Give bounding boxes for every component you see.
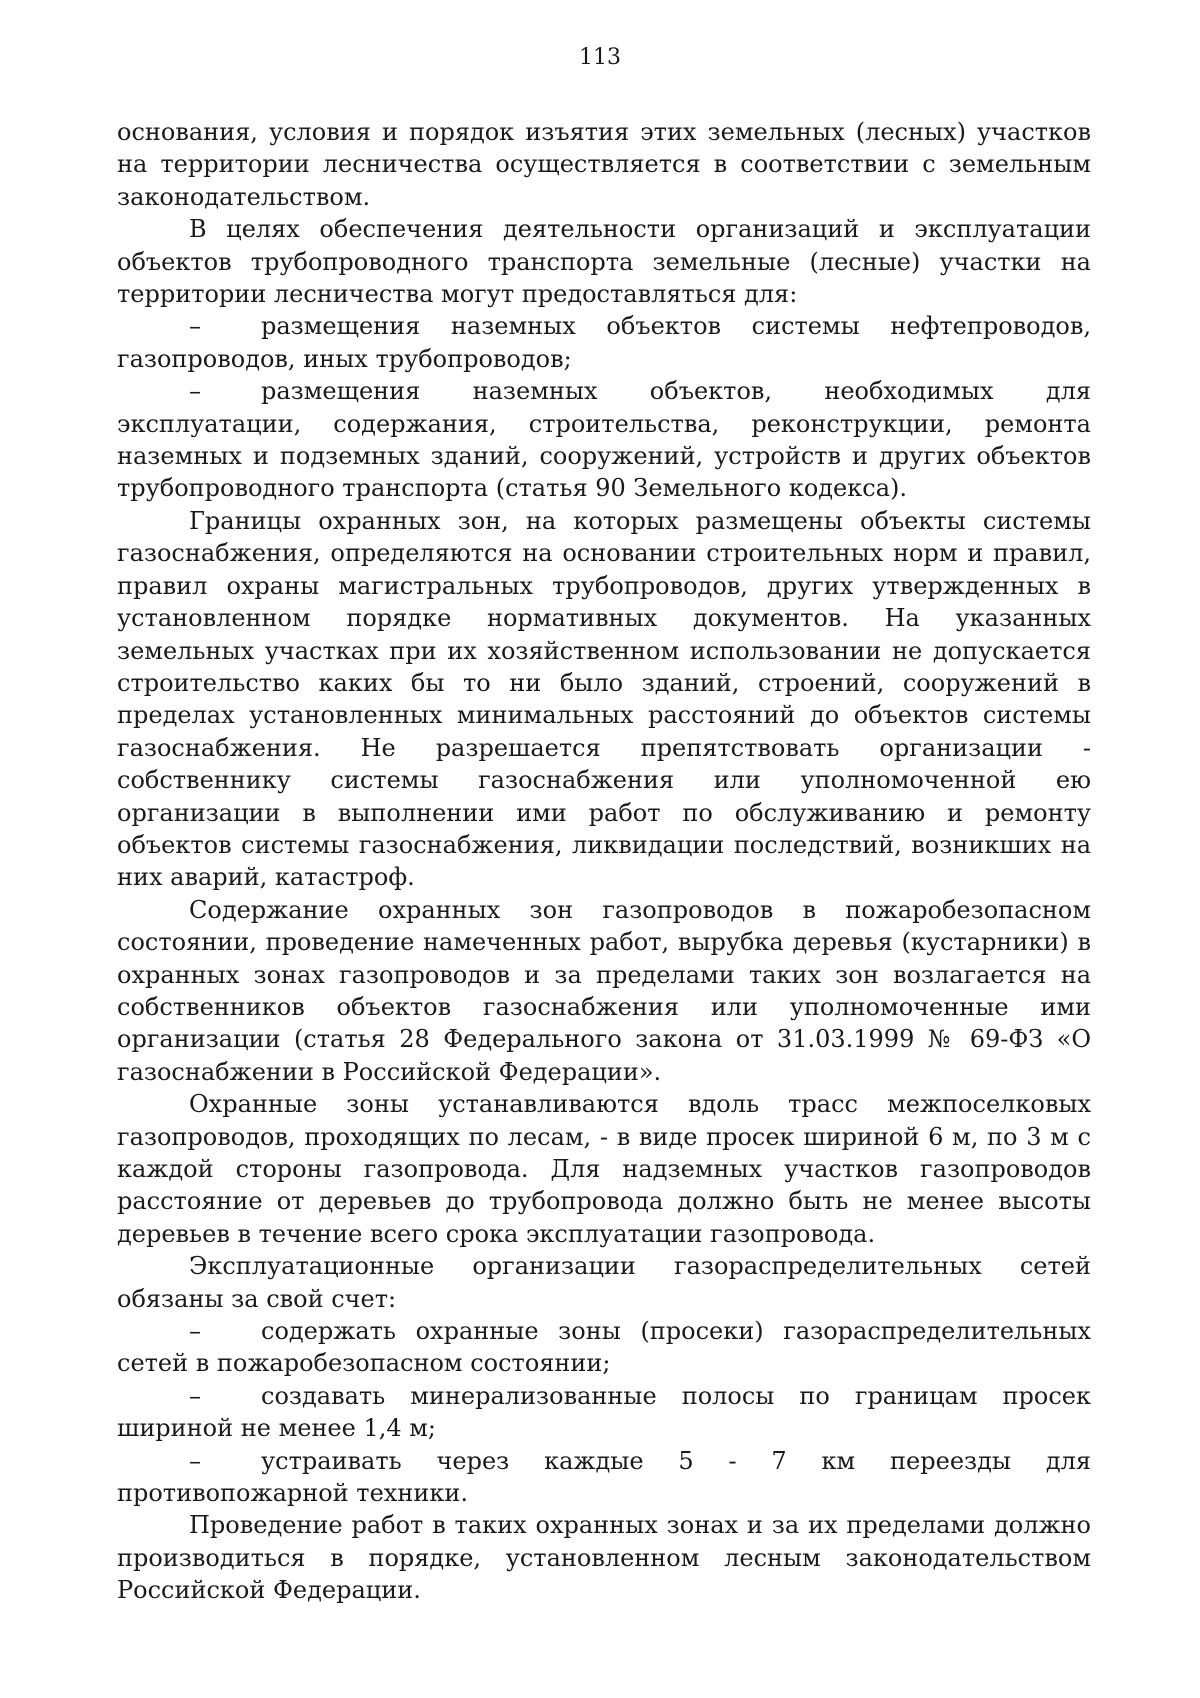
dash-marker: –: [189, 1446, 201, 1475]
dash-marker: –: [189, 1381, 201, 1410]
list-item-text: размещения наземных объектов, необходимых для эксплуатации, содержания, строительства, реконструкции, ремонта наземных и подземных зданий, сооружений, устройств и других объектов трубопроводного транспорта (статья 90 Земельного кодекса).: [117, 377, 1091, 503]
list-item: [117, 1380, 1091, 1445]
list-item: [117, 375, 1091, 505]
list-item: [117, 1445, 1091, 1510]
list-item-text: размещения наземных объектов системы нефтепроводов, газопроводов, иных трубопроводов;: [117, 312, 1091, 373]
paragraph: Содержание охранных зон газопроводов в пожаробезопасном состоянии, проведение намеченных работ, вырубка деревья (кустарники) в охранных зонах газопроводов и за пределами таких зон возлагается на собственников объектов газоснабжения или уполномоченные ими организации (статья 28 Федерального закона от 31.03.1999 № 69-ФЗ «О газоснабжении в Российской Федерации».: [117, 895, 1091, 1086]
dash-marker: –: [189, 1317, 201, 1346]
list-item-text: содержать охранные зоны (просеки) газораспределительных сетей в пожаробезопасном состоянии;: [117, 1317, 1091, 1378]
list-item-text: устраивать через каждые 5 - 7 км переезды для противопожарной техники.: [117, 1446, 1091, 1508]
list-item: [117, 310, 1091, 375]
document-body: [117, 116, 1091, 1607]
paragraph: Проведение работ в таких охранных зонах и за их пределами должно производиться в порядке, установленном лесным законодательством Российской Федерации.: [117, 1511, 1091, 1605]
list-item: [117, 1315, 1091, 1380]
list-item-text: создавать минерализованные полосы по границам просек шириной не менее 1,4 м;: [117, 1381, 1091, 1443]
paragraph-continuation: основания, условия и порядок изъятия этих земельных (лесных) участков на территории лесничества осуществляется в соответствии с земельным законодательством.: [117, 118, 1091, 211]
dash-marker: –: [189, 377, 201, 406]
paragraph: В целях обеспечения деятельности организаций и эксплуатации объектов трубопроводного транспорта земельные (лесные) участки на территории лесничества могут предоставляться для:: [117, 215, 1091, 309]
paragraph: Охранные зоны устанавливаются вдоль трасс межпоселковых газопроводов, проходящих по лесам, - в виде просек шириной 6 м, по 3 м с каждой стороны газопровода. Для надземных участков газопроводов расстояние от деревьев до трубопровода должно быть не менее высоты деревьев в течение всего срока эксплуатации газопровода.: [117, 1090, 1091, 1248]
page-number: 113: [579, 45, 621, 70]
paragraph: Эксплуатационные организации газораспределительных сетей обязаны за свой счет:: [117, 1252, 1091, 1313]
dash-marker: –: [189, 312, 201, 341]
paragraph: Границы охранных зон, на которых размещены объекты системы газоснабжения, определяются на основании строительных норм и правил, правил охраны магистральных трубопроводов, других утвержденных в установленном порядке нормативных документов. На указанных земельных участках при их хозяйственном использовании не допускается строительство каких бы то ни было зданий, строений, сооружений в пределах установленных минимальных расстояний до объектов системы газоснабжения. Не разрешается препятствовать организации - собственнику системы газоснабжения или уполномоченной ею организации в выполнении ими работ по обслуживанию и ремонту объектов системы газоснабжения, ликвидации последствий, возникших на них аварий, катастроф.: [117, 506, 1091, 892]
